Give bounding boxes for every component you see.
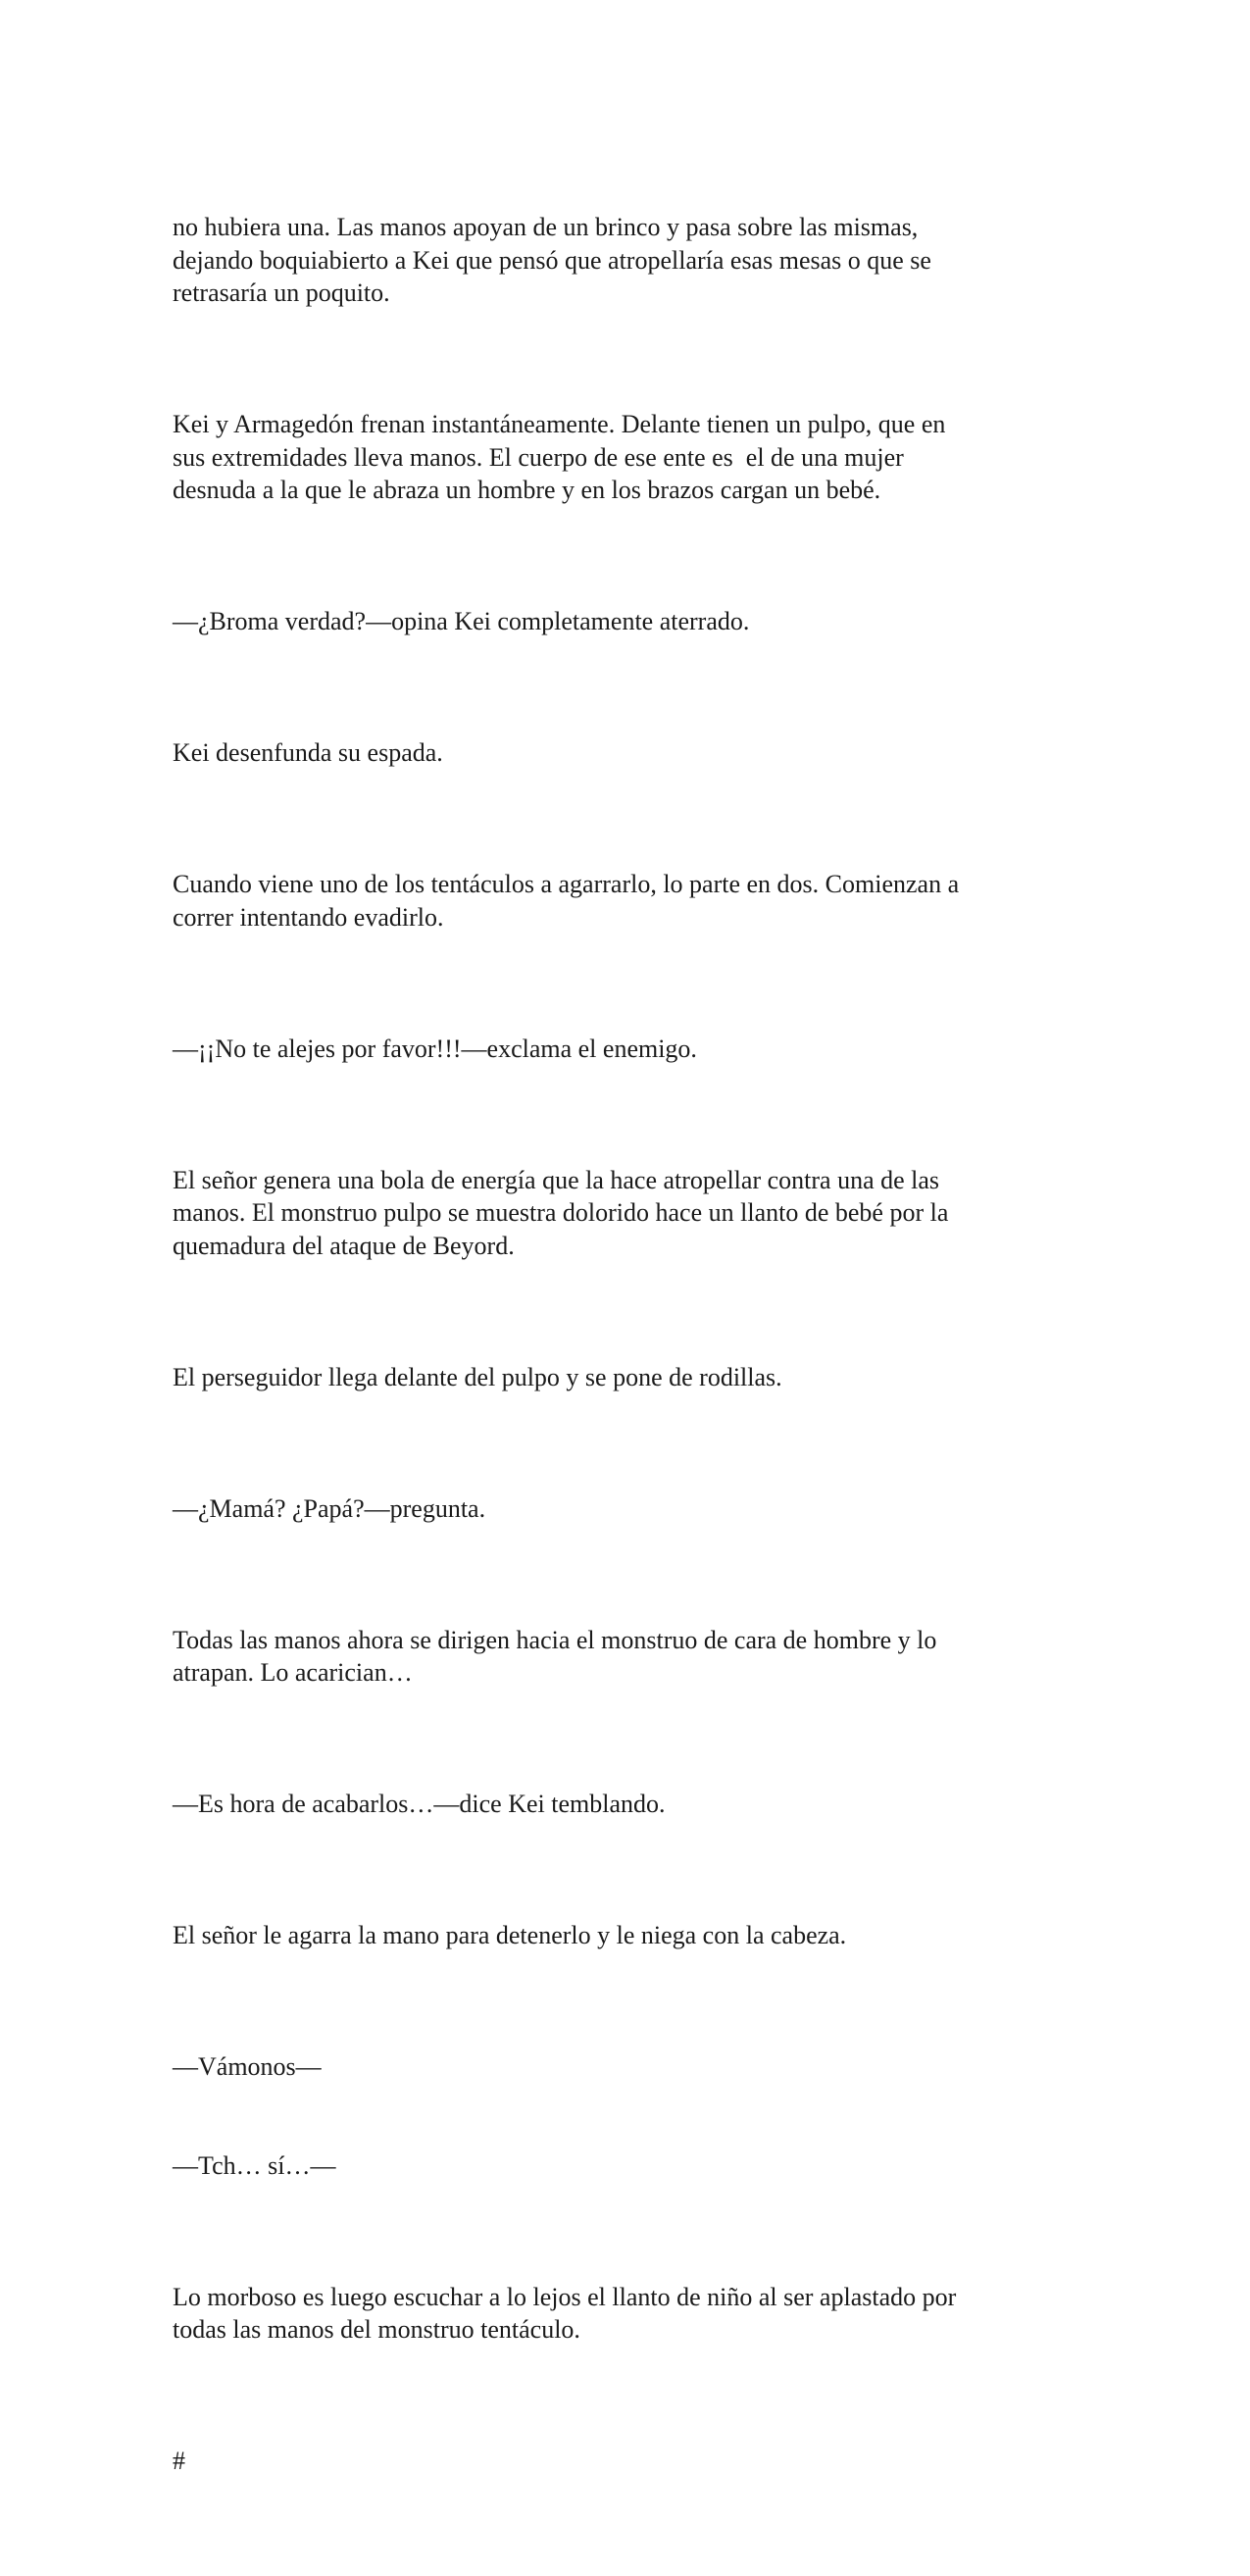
paragraph-9: —¿Mamá? ¿Papá?—pregunta. [173,1493,486,1523]
paragraph-7: El señor genera una bola de energía que la hace atropellar contra una de las manos. El monstruo pulpo se muestra dolorido hace un llanto de bebé por la quemadura del ataque de Beyord. [173,1165,949,1260]
paragraph-4: Kei desenfunda su espada. [173,738,443,767]
paragraph-13: —Vámonos— [173,2052,322,2081]
body-text [173,145,1075,2576]
paragraph-5: Cuando viene uno de los tentáculos a agarrarlo, lo parte en dos. Comienzan a correr intentando evadirlo. [173,870,960,932]
paragraph-10: Todas las manos ahora se dirigen hacia el monstruo de cara de hombre y lo atrapan. Lo acarician… [173,1625,937,1687]
section-break: # [173,2447,185,2475]
paragraph-2: Kei y Armagedón frenan instantáneamente. Delante tienen un pulpo, que en sus extremidades lleva manos. El cuerpo de ese ente es el de una mujer desnuda a la que le abraza un hombre y en los brazos cargan un bebé. [173,410,946,504]
paragraph-15: Lo morboso es luego escuchar a lo lejos el llanto de niño al ser aplastado por todas las manos del monstruo tentáculo. [173,2282,957,2344]
paragraph-6: —¡¡No te alejes por favor!!!—exclama el enemigo. [173,1034,697,1063]
paragraph-3: —¿Broma verdad?—opina Kei completamente aterrado. [173,607,750,635]
paragraph-14: —Tch… sí…— [173,2150,336,2180]
paragraph-11: —Es hora de acabarlos…—dice Kei temblando. [173,1790,666,1818]
paragraph-12: El señor le agarra la mano para detenerlo y le niega con la cabeza. [173,1921,847,1949]
paragraph-1: no hubiera una. Las manos apoyan de un brinco y pasa sobre las mismas, dejando boquiabierto a Kei que pensó que atropellaría esas mesas o que se retrasaría un poquito. [173,213,931,307]
paragraph-8: El perseguidor llega delante del pulpo y se pone de rodillas. [173,1362,782,1391]
